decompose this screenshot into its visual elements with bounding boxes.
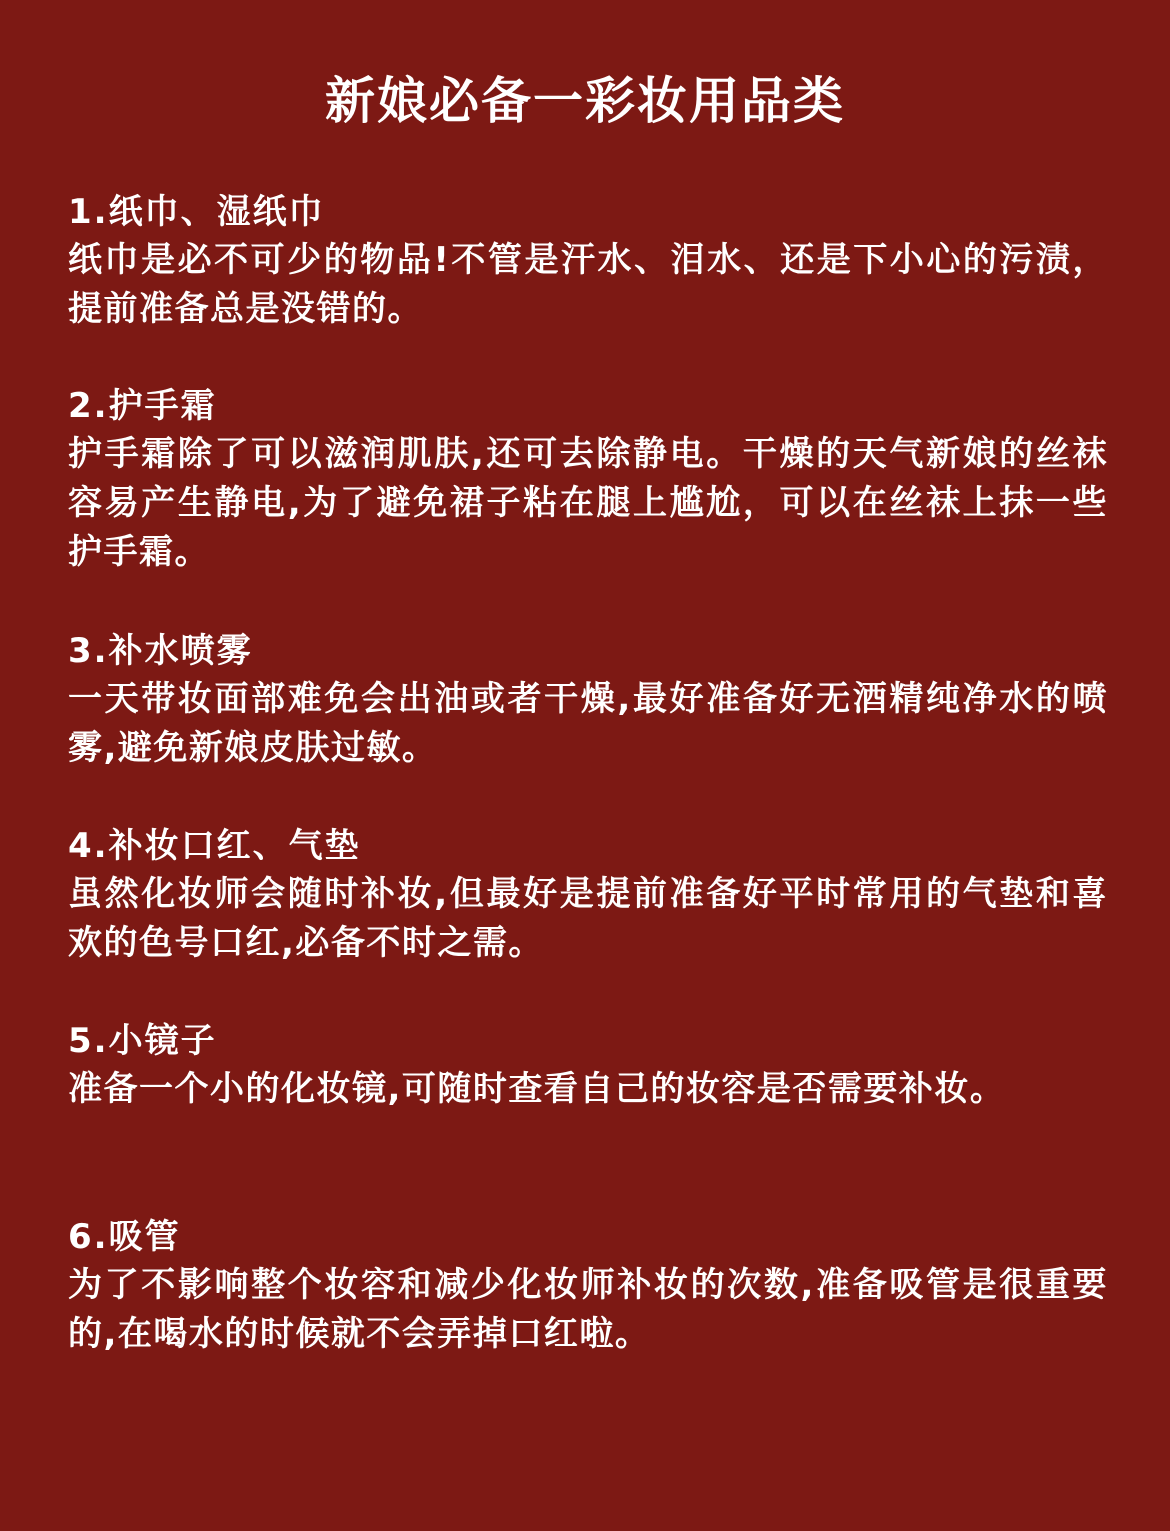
item-heading: 3.补水喷雾: [68, 631, 253, 671]
item-heading: 2.护手霜: [68, 386, 217, 426]
page-title: 新娘必备一彩妆用品类: [325, 72, 845, 130]
list-item-straw: [68, 1213, 1108, 1359]
list-item-mist-spray: [68, 627, 1108, 773]
list-item-tissues: [68, 188, 1108, 334]
item-description: 虽然化妆师会随时补妆,但最好是提前准备好平时常用的气垫和喜欢的色号口红,必备不时之需。: [68, 874, 1108, 963]
item-description: 为了不影响整个妆容和减少化妆师补妆的次数,准备吸管是很重要的,在喝水的时候就不会弄掉口红啦。: [68, 1265, 1108, 1354]
item-heading: 4.补妆口红、气垫: [68, 826, 361, 866]
item-heading: 1.纸巾、湿纸巾: [68, 192, 325, 232]
item-description: 纸巾是必不可少的物品!不管是汗水、泪水、还是下小心的污渍，提前准备总是没错的。: [68, 240, 1108, 329]
item-description: 一天带妆面部难免会出油或者干燥,最好准备好无酒精纯净水的喷雾,避免新娘皮肤过敏。: [68, 679, 1108, 768]
item-heading: 6.吸管: [68, 1217, 181, 1257]
item-description: 准备一个小的化妆镜,可随时查看自己的妆容是否需要补妆。: [68, 1069, 1006, 1109]
list-item-mirror: [68, 1017, 1108, 1114]
item-description: 护手霜除了可以滋润肌肤,还可去除静电。干燥的天气新娘的丝袜容易产生静电,为了避免裙子粘在腿上尴尬，可以在丝袜上抹一些护手霜。: [68, 434, 1108, 572]
item-heading: 5.小镜子: [68, 1021, 217, 1061]
list-item-hand-cream: [68, 382, 1108, 577]
list-item-lipstick-cushion: [68, 822, 1108, 968]
